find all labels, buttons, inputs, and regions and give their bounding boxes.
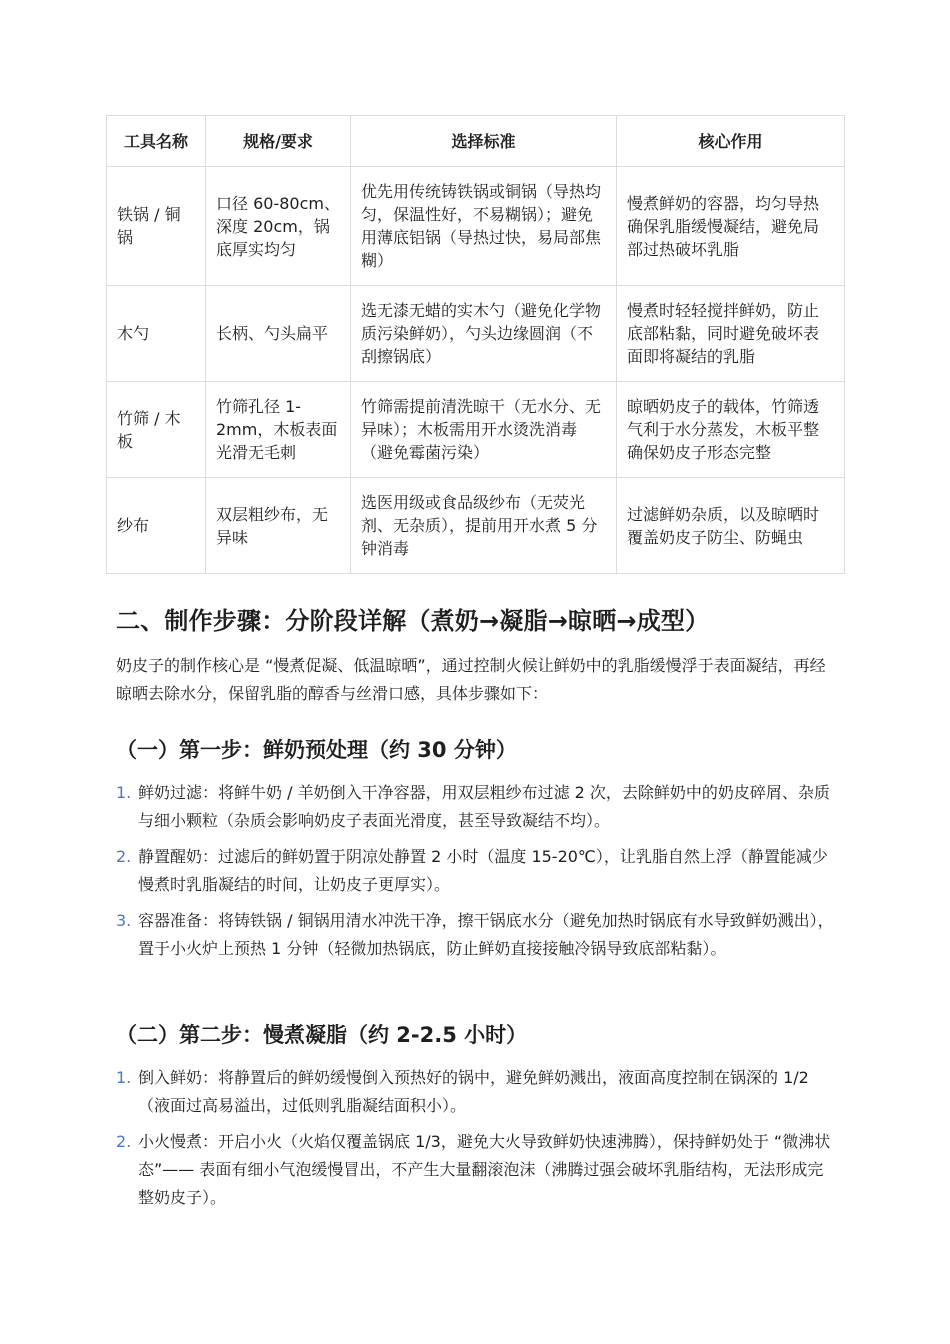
list-item	[116, 1128, 838, 1212]
list-text: 鲜奶过滤：将鲜牛奶 / 羊奶倒入干净容器，用双层粗纱布过滤 2 次，去除鲜奶中的奶皮碎屑、杂质与细小颗粒（杂质会影响奶皮子表面光滑度，甚至导致凝结不均）。	[138, 783, 830, 830]
section-intro: 奶皮子的制作核心是 “慢煮促凝、低温晾晒”，通过控制火候让鲜奶中的乳脂缓慢浮于表面凝结，再经晾晒去除水分，保留乳脂的醇香与丝滑口感，具体步骤如下：	[116, 656, 826, 703]
table-cell: 竹筛 / 木板	[107, 382, 206, 478]
tools-table	[106, 115, 845, 574]
table-cell: 双层粗纱布，无异味	[206, 478, 351, 574]
list-item	[116, 843, 838, 899]
list-number: 3.	[116, 911, 132, 930]
table-row	[107, 286, 845, 382]
list-item	[116, 779, 838, 835]
table-header-row	[107, 116, 845, 167]
section-heading: 二、制作步骤：分阶段详解（煮奶→凝脂→晾晒→成型）	[116, 607, 710, 635]
list-item	[116, 907, 838, 963]
header-criteria: 选择标准	[351, 116, 617, 167]
header-tool-name: 工具名称	[107, 116, 206, 167]
list-text: 倒入鲜奶：将静置后的鲜奶缓慢倒入预热好的锅中，避免鲜奶溅出，液面高度控制在锅深的 1/2（液面过高易溢出，过低则乳脂凝结面积小）。	[138, 1068, 809, 1115]
table-cell: 慢煮鲜奶的容器，均匀导热确保乳脂缓慢凝结，避免局部过热破坏乳脂	[617, 167, 845, 286]
list-text: 静置醒奶：过滤后的鲜奶置于阴凉处静置 2 小时（温度 15-20℃），让乳脂自然上浮（静置能减少慢煮时乳脂凝结的时间，让奶皮子更厚实）。	[138, 847, 828, 894]
table-row	[107, 382, 845, 478]
table-cell: 慢煮时轻轻搅拌鲜奶，防止底部粘黏，同时避免破坏表面即将凝结的乳脂	[617, 286, 845, 382]
list-number: 1.	[116, 783, 132, 802]
list-number: 2.	[116, 1132, 132, 1151]
table-cell: 晾晒奶皮子的载体，竹筛透气利于水分蒸发，木板平整确保奶皮子形态完整	[617, 382, 845, 478]
table-cell: 纱布	[107, 478, 206, 574]
table-cell: 竹筛孔径 1-2mm，木板表面光滑无毛刺	[206, 382, 351, 478]
list-text: 小火慢煮：开启小火（火焰仅覆盖锅底 1/3，避免大火导致鲜奶快速沸腾），保持鲜奶处于 “微沸状态”—— 表面有细小气泡缓慢冒出，不产生大量翻滚泡沫（沸腾过强会破坏乳脂结构，无法形成完整奶皮子）。	[138, 1132, 831, 1207]
table-cell: 铁锅 / 铜锅	[107, 167, 206, 286]
table-cell: 竹筛需提前清洗晾干（无水分、无异味）；木板需用开水烫洗消毒（避免霉菌污染）	[351, 382, 617, 478]
table-cell: 长柄、勺头扁平	[206, 286, 351, 382]
table-cell: 选医用级或食品级纱布（无荧光剂、无杂质），提前用开水煮 5 分钟消毒	[351, 478, 617, 574]
step2-heading: （二）第二步：慢煮凝脂（约 2-2.5 小时）	[116, 1023, 528, 1047]
header-spec: 规格/要求	[206, 116, 351, 167]
table-row	[107, 167, 845, 286]
list-number: 2.	[116, 847, 132, 866]
table-cell: 过滤鲜奶杂质，以及晾晒时覆盖奶皮子防尘、防蝇虫	[617, 478, 845, 574]
table-cell: 优先用传统铸铁锅或铜锅（导热均匀，保温性好，不易糊锅）；避免用薄底铝锅（导热过快，易局部焦糊）	[351, 167, 617, 286]
step1-heading: （一）第一步：鲜奶预处理（约 30 分钟）	[116, 738, 517, 762]
table-cell: 木勺	[107, 286, 206, 382]
list-number: 1.	[116, 1068, 132, 1087]
table-cell: 选无漆无蜡的实木勺（避免化学物质污染鲜奶），勺头边缘圆润（不刮擦锅底）	[351, 286, 617, 382]
step1-list	[116, 779, 838, 963]
table-row	[107, 478, 845, 574]
step2-list	[116, 1064, 838, 1212]
header-function: 核心作用	[617, 116, 845, 167]
table-cell: 口径 60-80cm、深度 20cm，锅底厚实均匀	[206, 167, 351, 286]
list-item	[116, 1064, 838, 1120]
list-text: 容器准备：将铸铁锅 / 铜锅用清水冲洗干净，擦干锅底水分（避免加热时锅底有水导致鲜奶溅出），置于小火炉上预热 1 分钟（轻微加热锅底，防止鲜奶直接接触冷锅导致底部粘黏）。	[138, 911, 834, 958]
